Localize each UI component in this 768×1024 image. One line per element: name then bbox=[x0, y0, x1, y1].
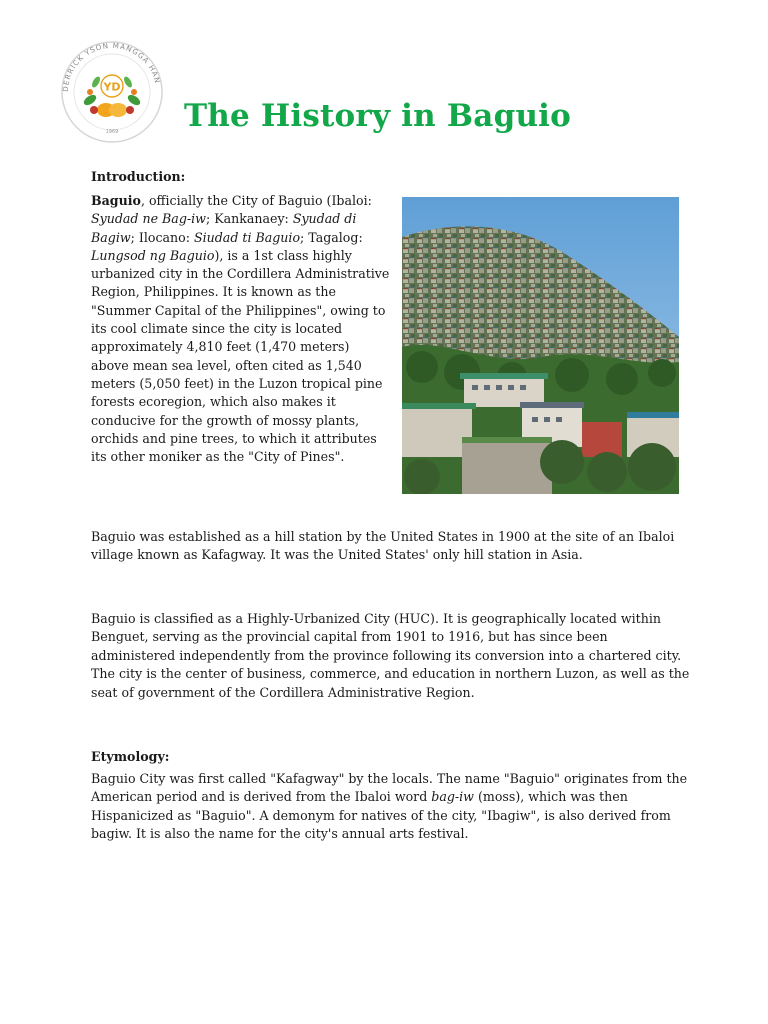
intro-text-2: ; Kankanaey: bbox=[205, 211, 293, 227]
etymology-italic-1: bag-iw bbox=[431, 789, 474, 805]
intro-text-3: ; Ilocano: bbox=[130, 229, 194, 245]
intro-text-4: ; Tagalog: bbox=[300, 229, 363, 245]
intro-paragraph-3: Baguio is classified as a Highly-Urbanized City (HUC). It is geographically located within Benguet, serving as the provincial capital from 1901 to 1916, but has since been administered independently from the province following its conversion into a chartered city. The city is the center of business, commerce, and education in northern Luzon, as well as the seat of government of the Cordillera Administrative Region. bbox=[91, 611, 690, 700]
intro-lead: Baguio bbox=[91, 193, 141, 208]
logo-year: 1969 bbox=[105, 129, 119, 135]
etymology-heading: Etymology: bbox=[91, 749, 170, 764]
introduction-heading: Introduction: bbox=[91, 169, 186, 184]
etymology-text-1: Baguio City was first called "Kafagway" by the locals. The name "Baguio" originates from the American period and is derived from the Ibaloi word bbox=[91, 771, 688, 805]
logo-ring-text: DERRICK YSON MANGGA HAN bbox=[60, 40, 163, 93]
etymology-text-2: (moss), which was then Hispanicized as "Baguio". A demonym for natives of the city, "Ibagiw", is also derived from bagiw. It is also the name for the city's annual arts festival. bbox=[91, 789, 671, 842]
intro-paragraph-2: Baguio was established as a hill station by the United States in 1900 at the site of an Ibaloi village known as Kafagway. It was the United States' only hill station in Asia. bbox=[91, 529, 675, 563]
intro-italic-4: Lungsod ng Baguio bbox=[91, 247, 215, 263]
baguio-city-photo bbox=[402, 197, 679, 494]
logo bbox=[60, 40, 164, 144]
city-photo-illustration bbox=[402, 197, 679, 494]
etymology-paragraph bbox=[91, 770, 691, 844]
intro-text-5: ), is a 1st class highly urbanized city in the Cordillera Administrative Region, Philippines. It is known as the "Summer Capital of the Philippines", owing to its cool climate since the city is located approximately 4,810 feet (1,470 meters) above mean sea level, often cited as 1,540 meters (5,050 feet) in the Luzon tropical pine forests ecoregion, which also makes it conducive for the growth of mossy plants, orchids and pine trees, to which it attributes its other moniker as the "City of Pines". bbox=[91, 247, 390, 465]
intro-paragraph-1 bbox=[91, 192, 391, 466]
intro-text-1: , officially the City of Baguio (Ibaloi: bbox=[140, 193, 372, 208]
intro-italic-3: Siudad ti Baguio bbox=[193, 229, 301, 245]
intro-italic-2: Syudad di Bagiw bbox=[91, 211, 357, 245]
logo-emblem bbox=[60, 40, 164, 144]
page-title: The History in Baguio bbox=[184, 98, 572, 134]
intro-italic-1: Syudad ne Bag-iw bbox=[91, 211, 206, 227]
logo-monogram: YD bbox=[103, 80, 121, 94]
